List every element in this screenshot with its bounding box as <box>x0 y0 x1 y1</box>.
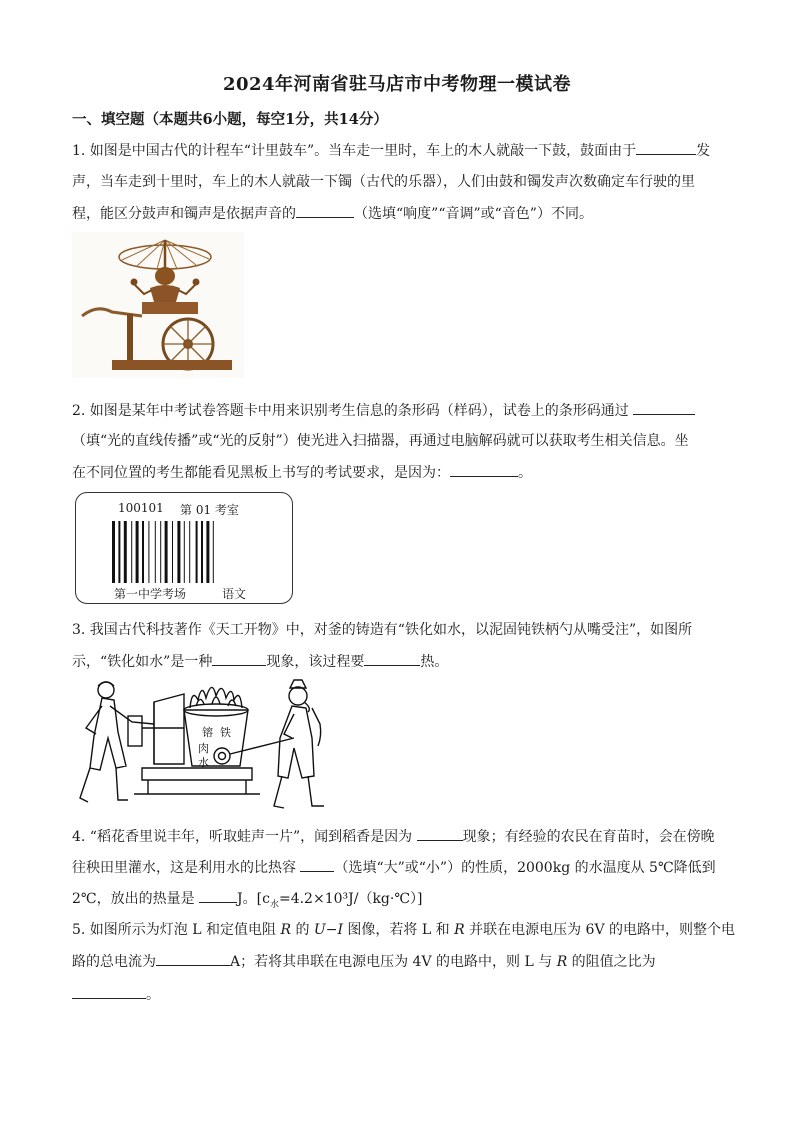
q5-text: 5. 如图所示为灯泡 L 和定值电阻 <box>72 922 281 938</box>
q5-symbol: R <box>280 922 292 938</box>
barcode-bar <box>160 521 161 583</box>
drum-cart-image <box>72 232 244 378</box>
q5-symbol: U−I <box>313 922 343 938</box>
furnace-char: 镕 <box>202 726 213 739</box>
barcode-icon <box>112 521 258 583</box>
barcode-bar <box>213 521 214 583</box>
barcode-bar <box>172 521 173 583</box>
q5-text: 并联在电源电压为 6V 的电路中，则整个电 <box>464 922 736 938</box>
barcode-bar <box>155 521 156 583</box>
q4-text: J。[c <box>237 891 270 907</box>
q1-text: 程，能区分鼓声和镯声是依据声音的 <box>72 206 296 222</box>
q3-text: 示，“铁化如水”是一种 <box>72 654 213 670</box>
q5-text: A；若将其串联在电源电压为 4V 的电路中，则 L 与 <box>230 954 557 970</box>
q4-text: =4.2×10³J/（kg·℃）] <box>278 891 423 907</box>
q3-text: 热。 <box>420 654 449 670</box>
q4-line-3 <box>72 888 724 915</box>
barcode-bar <box>142 521 144 583</box>
barcode-bar <box>189 521 190 583</box>
barcode-bar <box>165 521 168 583</box>
q2-blank-2 <box>450 462 518 477</box>
q4-text: （选填“大”或“小”）的性质，2000kg 的水温度从 5℃降低到 <box>334 860 716 876</box>
page-title: 2024年河南省驻马店市中考物理一模试卷 <box>222 74 572 95</box>
section-heading: 一、填空题（本题共6小题，每空1分，共14分） <box>72 111 388 128</box>
furnace-char: 水 <box>198 756 209 769</box>
q1-text: 1. 如图是中国古代的计程车“计里鼓车”。当车走一里时，车上的木人就敲一下鼓，鼓面由于 <box>72 143 637 159</box>
barcode-card <box>75 492 293 604</box>
q3-line-2 <box>72 651 724 672</box>
q3-blank-2 <box>364 651 420 666</box>
q5-blank-2 <box>72 984 146 999</box>
q4-blank-2 <box>300 857 334 872</box>
barcode-bar <box>136 521 139 583</box>
q1-blank-1 <box>636 140 696 155</box>
barcode-bar <box>196 521 198 583</box>
q5-text: 的 <box>291 922 314 938</box>
barcode-school: 第一中学考场 <box>114 587 187 601</box>
q3-blank-1 <box>212 651 266 666</box>
furnace-char: 铁 <box>220 726 231 739</box>
q2-text: 在不同位置的考生都能看见黑板上书写的考试要求，是因为： <box>72 465 450 481</box>
barcode-bar <box>184 521 185 583</box>
q4-line-1 <box>72 826 724 847</box>
q4-blank-3 <box>199 888 237 903</box>
q3-text: 现象，该过程要 <box>266 654 365 670</box>
barcode-bar <box>124 521 127 583</box>
q1-line-2: 声，当车走到十里时，车上的木人就敲一下镯（古代的乐器），人们由鼓和镯发声次数确定车行驶的里 <box>72 174 695 190</box>
q5-symbol: R <box>556 954 568 970</box>
barcode-room: 第 01 考室 <box>180 503 239 517</box>
iron-casting-image <box>72 676 342 816</box>
q5-text: 的阻值之比为 <box>567 954 656 970</box>
q5-blank-1 <box>156 951 230 966</box>
q5-text: 图像，若将 L 和 <box>342 922 455 938</box>
q1-line-3 <box>72 203 724 224</box>
barcode-bar <box>201 521 203 583</box>
q4-text: 4. “稻花香里说丰年，听取蛙声一片”，闻到稻香是因为 <box>72 829 413 845</box>
q5-text: 。 <box>146 987 160 1003</box>
q1-line-1 <box>72 140 724 161</box>
q5-line-2 <box>72 951 724 972</box>
q4-text: 2℃，放出的热量是 <box>72 891 195 907</box>
q2-text: 。 <box>518 465 532 481</box>
q2-line-3 <box>72 462 724 483</box>
q4-line-2 <box>72 857 724 878</box>
barcode-bar <box>177 521 180 583</box>
barcode-bar <box>148 521 149 583</box>
barcode-subject: 语文 <box>222 587 247 601</box>
barcode-bar <box>131 521 132 583</box>
barcode-number: 100101 <box>118 501 164 515</box>
q4-text: 现象；有经验的农民在育苗时，会在傍晚 <box>462 829 715 845</box>
q2-blank-1 <box>633 400 695 415</box>
q1-blank-2 <box>296 203 354 218</box>
q2-line-1 <box>72 400 724 421</box>
q4-blank-1 <box>417 826 463 841</box>
q5-symbol: R <box>454 922 465 938</box>
q1-text: （选填“响度”“音调”或“音色”）不同。 <box>354 206 593 222</box>
q5-line-3 <box>72 984 724 1005</box>
q5-line-1 <box>72 920 736 940</box>
barcode-bar <box>112 521 115 583</box>
barcode-bar <box>206 521 209 583</box>
q4-subscript: 水 <box>269 899 279 910</box>
q1-text: 发 <box>696 143 711 159</box>
q2-text: 2. 如图是某年中考试卷答题卡中用来识别考生信息的条形码（样码），试卷上的条形码通过 <box>72 403 629 419</box>
q5-text: 路的总电流为 <box>72 954 156 970</box>
q4-text: 往秧田里灌水，这是利用水的比热容 <box>72 860 296 876</box>
barcode-bar <box>118 521 120 583</box>
furnace-char: 肉 <box>198 742 209 755</box>
q2-line-2: （填“光的直线传播”或“光的反射”）使光进入扫描器，再通过电脑解码就可以获取考生相关信息。坐 <box>72 433 689 449</box>
q3-line-1: 3. 我国古代科技著作《天工开物》中，对釜的铸造有“铁化如水，以泥固钝铁柄勺从嘴受注”，如图所 <box>72 622 693 638</box>
